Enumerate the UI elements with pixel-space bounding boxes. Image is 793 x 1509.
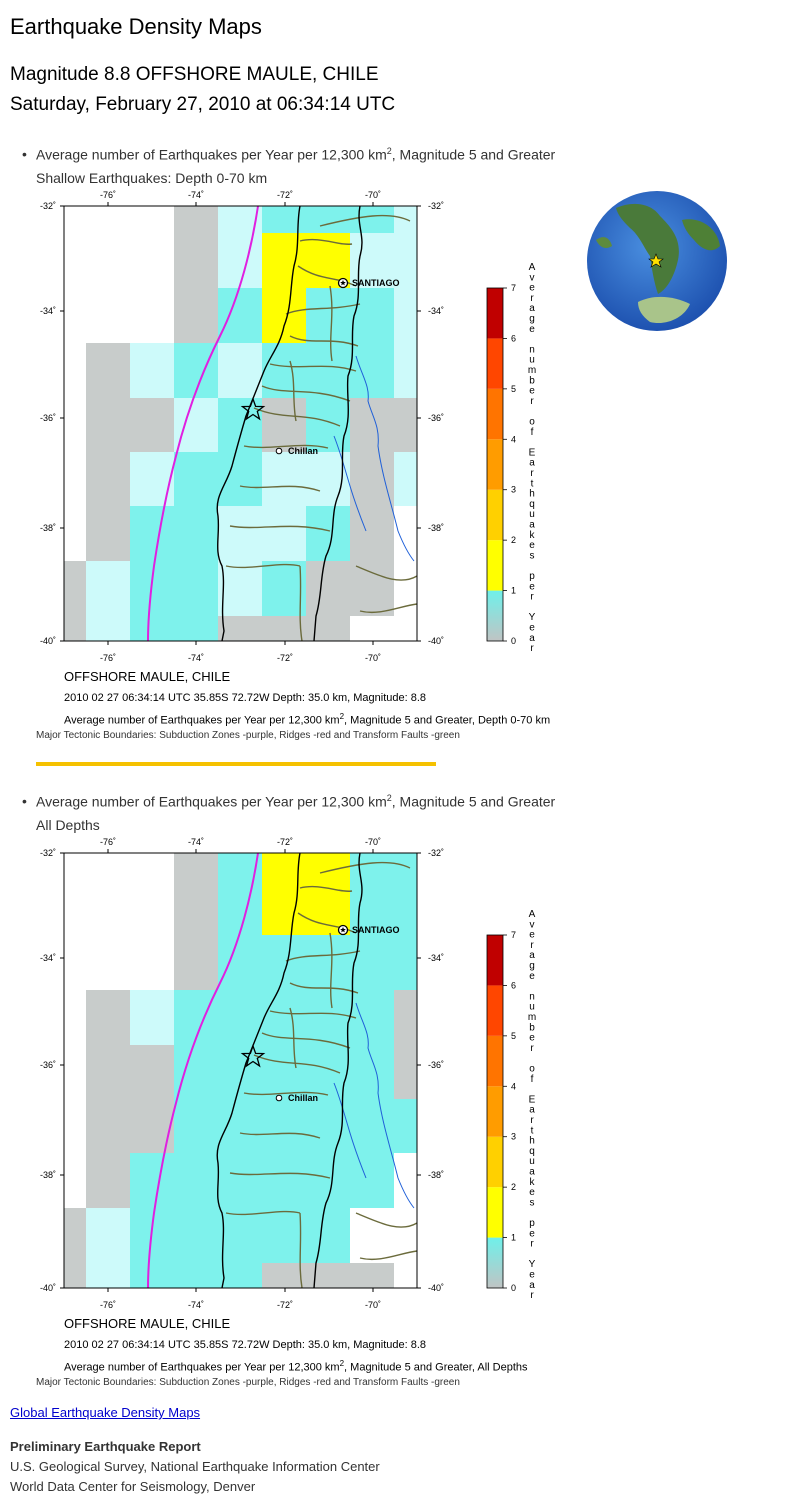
scale-label-char: E <box>528 447 536 459</box>
density-cell <box>130 990 174 1045</box>
scale-label-char: A <box>528 262 536 273</box>
scale-tick-label: 7 <box>511 930 517 940</box>
lon-tick-label-top: -72˚ <box>276 190 294 200</box>
density-cell <box>86 1153 130 1208</box>
event-title: Magnitude 8.8 OFFSHORE MAULE, CHILE <box>10 64 379 85</box>
density-cell <box>174 506 218 561</box>
scale-label-char: u <box>529 354 535 366</box>
density-cell <box>218 452 262 506</box>
density-cell <box>218 1099 262 1153</box>
lon-tick-label-bottom: -70˚ <box>364 653 382 663</box>
scale-label-char: a <box>529 457 535 469</box>
lat-tick-label-right: -34˚ <box>428 953 445 963</box>
lat-tick-label-left: -34˚ <box>39 306 56 316</box>
density-cell <box>306 206 350 233</box>
lon-tick-label-bottom: -74˚ <box>187 1300 205 1310</box>
density-cell <box>174 398 218 452</box>
density-cell <box>262 506 306 561</box>
lon-tick-label-bottom: -72˚ <box>276 653 294 663</box>
scale-label-char: m <box>527 1012 537 1023</box>
scale-label-char: r <box>530 939 534 951</box>
density-cell <box>174 1153 218 1208</box>
scale-label-char: e <box>529 540 535 552</box>
scale-label-char: g <box>529 960 535 972</box>
lon-tick-label-bottom: -74˚ <box>187 653 205 663</box>
scale-label-char: e <box>529 1228 535 1240</box>
scale-tick-label: 4 <box>511 1081 517 1092</box>
section-1-subheading: Shallow Earthquakes: Depth 0-70 km <box>36 170 268 186</box>
scale-label-char: e <box>529 282 535 294</box>
density-cell <box>394 1045 417 1099</box>
globe-locator-map <box>586 190 728 332</box>
scale-label-char: r <box>530 468 534 479</box>
density-cell <box>306 452 350 506</box>
lat-tick-label-left: -34˚ <box>39 953 56 963</box>
scale-segment <box>487 288 503 338</box>
lon-tick-label-top: -72˚ <box>276 837 294 847</box>
scale-label-char: k <box>529 1176 535 1188</box>
scale-segment <box>487 439 503 489</box>
scale-tick-label: 0 <box>511 636 517 646</box>
lat-tick-label-right: -36˚ <box>428 413 445 423</box>
density-cell <box>64 616 86 641</box>
scale-tick-label: 5 <box>511 383 517 394</box>
density-cell <box>130 1263 174 1288</box>
scale-segment <box>487 985 503 1035</box>
density-cell <box>262 616 306 641</box>
density-cell <box>130 506 174 561</box>
density-cell <box>350 206 394 233</box>
lat-tick-label-left: -40˚ <box>39 636 56 646</box>
density-cell <box>262 1153 306 1208</box>
density-cell <box>394 1099 417 1153</box>
density-cell <box>64 1208 86 1263</box>
density-cell <box>86 561 130 616</box>
density-cell <box>86 506 130 561</box>
scale-tick-label: 6 <box>511 333 517 344</box>
scale-label-char: f <box>530 1073 534 1085</box>
bullet-icon: • <box>22 793 27 809</box>
density-cell <box>174 1263 218 1288</box>
density-cell <box>86 616 130 641</box>
density-cell <box>130 1045 174 1099</box>
lat-tick-label-left: -36˚ <box>39 413 56 423</box>
scale-label-char: r <box>530 1290 534 1302</box>
scale-segment <box>487 1137 503 1187</box>
scale-label-char: e <box>529 323 535 335</box>
density-cell <box>218 1153 262 1208</box>
scale-tick-label: 1 <box>511 1232 517 1243</box>
lon-tick-label-bottom: -70˚ <box>364 1300 382 1310</box>
density-cell <box>350 1263 394 1288</box>
density-cell <box>174 206 218 233</box>
density-cell <box>394 288 417 343</box>
density-cell <box>174 853 218 880</box>
density-cell <box>350 452 394 506</box>
scale-segment <box>487 540 503 590</box>
city-label-santiago: SANTIAGO <box>352 925 400 935</box>
density-cell <box>218 935 262 990</box>
scale-label-char: e <box>529 929 535 941</box>
scale-label-char: E <box>528 1094 536 1106</box>
scale-label-char: b <box>529 1022 535 1034</box>
scale-label-char: e <box>529 581 535 593</box>
scale-label-char: r <box>530 643 534 655</box>
scale-label-char: u <box>529 1156 535 1168</box>
scale-label-char: t <box>530 1125 534 1137</box>
report-center: World Data Center for Seismology, Denver <box>10 1479 256 1494</box>
scale-label-char: a <box>529 950 535 962</box>
density-cell <box>218 990 262 1045</box>
density-cell <box>262 990 306 1045</box>
density-cell <box>86 1208 130 1263</box>
density-cell <box>174 452 218 506</box>
map-caption-info: 2010 02 27 06:34:14 UTC 35.85S 72.72W Depth: 35.0 km, Magnitude: 8.8 <box>64 692 427 704</box>
density-cell <box>306 343 350 398</box>
density-cell <box>262 880 306 935</box>
scale-label-char: Y <box>528 1259 536 1271</box>
scale-label-char: g <box>529 313 535 325</box>
scale-label-char: e <box>529 1269 535 1281</box>
density-cell <box>174 561 218 616</box>
map-caption-average: Average number of Earthquakes per Year per 12,300 $km^2$, Magnitude 5 and Greater, All Depths <box>64 1359 528 1374</box>
scale-label-char: v <box>529 919 535 931</box>
lon-tick-label-bottom: -72˚ <box>276 1300 294 1310</box>
lat-tick-label-right: -38˚ <box>428 1170 445 1180</box>
lat-tick-label-right: -38˚ <box>428 523 445 533</box>
density-cell <box>262 288 306 343</box>
density-cell <box>174 288 218 343</box>
scale-label-char: u <box>529 1001 535 1013</box>
scale-label-char: a <box>529 519 535 531</box>
scale-label-char: s <box>529 1197 535 1209</box>
report-agency: U.S. Geological Survey, National Earthquake Information Center <box>10 1459 380 1474</box>
scale-label-char: p <box>529 1218 535 1229</box>
event-date: Saturday, February 27, 2010 at 06:34:14 UTC <box>10 94 396 115</box>
lon-tick-label-top: -76˚ <box>99 190 117 200</box>
map-caption-place: OFFSHORE MAULE, CHILE <box>64 1316 231 1331</box>
density-cell <box>350 990 394 1045</box>
density-cell <box>174 1045 218 1099</box>
scale-tick-label: 4 <box>511 434 517 445</box>
lat-tick-label-left: -32˚ <box>39 201 56 211</box>
density-cell <box>350 288 394 343</box>
scale-label-char: s <box>529 550 535 562</box>
map-caption-average: Average number of Earthquakes per Year per 12,300 $km^2$, Magnitude 5 and Greater, Depth 0-70 km <box>64 712 551 727</box>
color-scale <box>487 909 536 1301</box>
scale-label-char: r <box>530 591 534 603</box>
density-cell <box>218 343 262 398</box>
map-caption-info: 2010 02 27 06:34:14 UTC 35.85S 72.72W Depth: 35.0 km, Magnitude: 8.8 <box>64 1339 427 1351</box>
lon-tick-label-bottom: -76˚ <box>99 653 117 663</box>
scale-tick-label: 2 <box>511 1182 517 1193</box>
density-cell <box>306 1263 350 1288</box>
density-cell <box>262 935 306 990</box>
density-cell <box>64 1263 86 1288</box>
lon-tick-label-top: -74˚ <box>187 190 205 200</box>
density-cell <box>174 1208 218 1263</box>
map-caption-tectonic: Major Tectonic Boundaries: Subduction Zones -purple, Ridges -red and Transform Faults -green <box>36 1377 460 1388</box>
scale-segment <box>487 389 503 439</box>
scale-label-char: e <box>529 1032 535 1044</box>
density-cell <box>174 1099 218 1153</box>
density-cell <box>306 853 350 880</box>
lat-tick-label-right: -34˚ <box>428 306 445 316</box>
scale-label-char: r <box>530 292 534 304</box>
scale-label-char: h <box>529 488 535 500</box>
density-cell <box>262 1208 306 1263</box>
density-cell <box>218 288 262 343</box>
scale-label-char: a <box>529 632 535 644</box>
density-cell <box>394 343 417 398</box>
scale-label-char: e <box>529 385 535 397</box>
scale-label-char: e <box>529 622 535 634</box>
lat-tick-label-right: -32˚ <box>428 201 445 211</box>
density-cell <box>218 233 262 288</box>
density-cell <box>130 1099 174 1153</box>
scale-label-char: a <box>529 1166 535 1178</box>
density-cell <box>130 616 174 641</box>
density-cell <box>262 561 306 616</box>
scale-label-char: p <box>529 571 535 582</box>
density-cell <box>174 880 218 935</box>
density-cell <box>350 1045 394 1099</box>
density-cell <box>262 1045 306 1099</box>
section-2-subheading: All Depths <box>36 817 100 833</box>
scale-label-char: o <box>529 416 535 428</box>
scale-tick-label: 6 <box>511 980 517 991</box>
scale-segment <box>487 591 503 641</box>
scale-tick-label: 1 <box>511 585 517 596</box>
density-cell <box>394 452 417 506</box>
bullet-icon: • <box>22 146 27 162</box>
scale-segment <box>487 490 503 540</box>
scale-label-char: Y <box>528 612 536 624</box>
density-cell <box>130 343 174 398</box>
density-cell <box>218 561 262 616</box>
section-separator <box>36 762 436 766</box>
scale-tick-label: 3 <box>511 1131 517 1142</box>
density-cell <box>218 1263 262 1288</box>
scale-label-char: e <box>529 970 535 982</box>
lon-tick-label-top: -76˚ <box>99 837 117 847</box>
density-cell <box>86 452 130 506</box>
density-cell <box>174 233 218 288</box>
scale-label-char: r <box>530 395 534 407</box>
density-cell <box>350 561 394 616</box>
density-cell <box>130 1153 174 1208</box>
density-cell <box>394 935 417 990</box>
report-title: Preliminary Earthquake Report <box>10 1439 201 1454</box>
density-cell <box>306 990 350 1045</box>
map-caption-place: OFFSHORE MAULE, CHILE <box>64 669 231 684</box>
density-cell <box>262 343 306 398</box>
density-cell <box>306 935 350 990</box>
scale-label-char: e <box>529 1187 535 1199</box>
density-cell <box>306 288 350 343</box>
density-cell <box>86 990 130 1045</box>
lat-tick-label-left: -38˚ <box>39 1170 56 1180</box>
density-cell <box>350 506 394 561</box>
density-cell <box>306 616 350 641</box>
density-cell <box>86 343 130 398</box>
scale-segment <box>487 1036 503 1086</box>
scale-label-char: r <box>530 1042 534 1054</box>
density-cell <box>86 1099 130 1153</box>
lat-tick-label-right: -36˚ <box>428 1060 445 1070</box>
density-cell <box>350 935 394 990</box>
scale-tick-label: 2 <box>511 535 517 546</box>
density-cell <box>262 1099 306 1153</box>
scale-label-char: b <box>529 375 535 387</box>
scale-label-char: h <box>529 1135 535 1147</box>
scale-label-char: v <box>529 272 535 284</box>
scale-label-char: r <box>530 1238 534 1250</box>
lat-tick-label-left: -40˚ <box>39 1283 56 1293</box>
density-cell <box>218 616 262 641</box>
global-density-maps-link[interactable]: Global Earthquake Density Maps <box>10 1405 201 1420</box>
scale-segment <box>487 1187 503 1237</box>
density-cell <box>130 398 174 452</box>
city-label-chillan: Chillan <box>288 1093 319 1103</box>
lat-tick-label-left: -32˚ <box>39 848 56 858</box>
density-cell <box>218 1208 262 1263</box>
scale-tick-label: 5 <box>511 1030 517 1041</box>
scale-label-char: n <box>529 344 535 356</box>
scale-label-char: q <box>529 1145 535 1157</box>
lat-tick-label-right: -40˚ <box>428 636 445 646</box>
density-cell <box>130 452 174 506</box>
color-scale <box>487 262 536 654</box>
scale-label-char: r <box>530 1115 534 1126</box>
scale-label-char: k <box>529 529 535 541</box>
density-cell <box>350 853 394 880</box>
density-cell <box>218 506 262 561</box>
city-label-santiago: SANTIAGO <box>352 278 400 288</box>
scale-segment <box>487 1238 503 1288</box>
density-cell <box>306 1208 350 1263</box>
map-caption-tectonic: Major Tectonic Boundaries: Subduction Zones -purple, Ridges -red and Transform Faults -green <box>36 730 460 741</box>
density-cell <box>262 233 306 288</box>
density-cell <box>174 616 218 641</box>
density-cell <box>306 561 350 616</box>
density-cell <box>394 398 417 452</box>
density-cell <box>350 1099 394 1153</box>
scale-segment <box>487 1086 503 1136</box>
density-cell <box>86 1045 130 1099</box>
density-cell <box>218 880 262 935</box>
density-cell <box>262 398 306 452</box>
density-cell <box>350 398 394 452</box>
scale-tick-label: 0 <box>511 1283 517 1293</box>
lat-tick-label-left: -36˚ <box>39 1060 56 1070</box>
city-icon <box>276 448 282 454</box>
density-cell <box>86 1263 130 1288</box>
city-icon <box>276 1095 282 1101</box>
scale-label-char: A <box>528 909 536 920</box>
lon-tick-label-top: -74˚ <box>187 837 205 847</box>
scale-label-char: a <box>529 1104 535 1116</box>
lat-tick-label-left: -38˚ <box>39 523 56 533</box>
lat-tick-label-right: -40˚ <box>428 1283 445 1293</box>
lon-tick-label-bottom: -76˚ <box>99 1300 117 1310</box>
density-cell <box>86 398 130 452</box>
lat-tick-label-right: -32˚ <box>428 848 445 858</box>
scale-label-char: a <box>529 303 535 315</box>
lon-tick-label-top: -70˚ <box>364 190 382 200</box>
scale-label-char: f <box>530 426 534 438</box>
density-cell <box>262 1263 306 1288</box>
scale-tick-label: 7 <box>511 283 517 293</box>
scale-segment <box>487 338 503 388</box>
density-cell <box>174 935 218 990</box>
scale-label-char: n <box>529 991 535 1003</box>
density-cell <box>64 561 86 616</box>
density-cell <box>262 452 306 506</box>
scale-label-char: m <box>527 365 537 376</box>
density-cell <box>394 990 417 1045</box>
scale-label-char: a <box>529 1279 535 1291</box>
scale-label-char: t <box>530 478 534 490</box>
scale-tick-label: 3 <box>511 484 517 495</box>
scale-label-char: u <box>529 509 535 521</box>
scale-label-char: o <box>529 1063 535 1075</box>
city-label-chillan: Chillan <box>288 446 319 456</box>
density-cell <box>350 1153 394 1208</box>
scale-label-char: q <box>529 498 535 510</box>
scale-segment <box>487 935 503 985</box>
page-title: Earthquake Density Maps <box>10 14 262 39</box>
density-cell <box>350 343 394 398</box>
density-cell <box>306 1099 350 1153</box>
lon-tick-label-top: -70˚ <box>364 837 382 847</box>
